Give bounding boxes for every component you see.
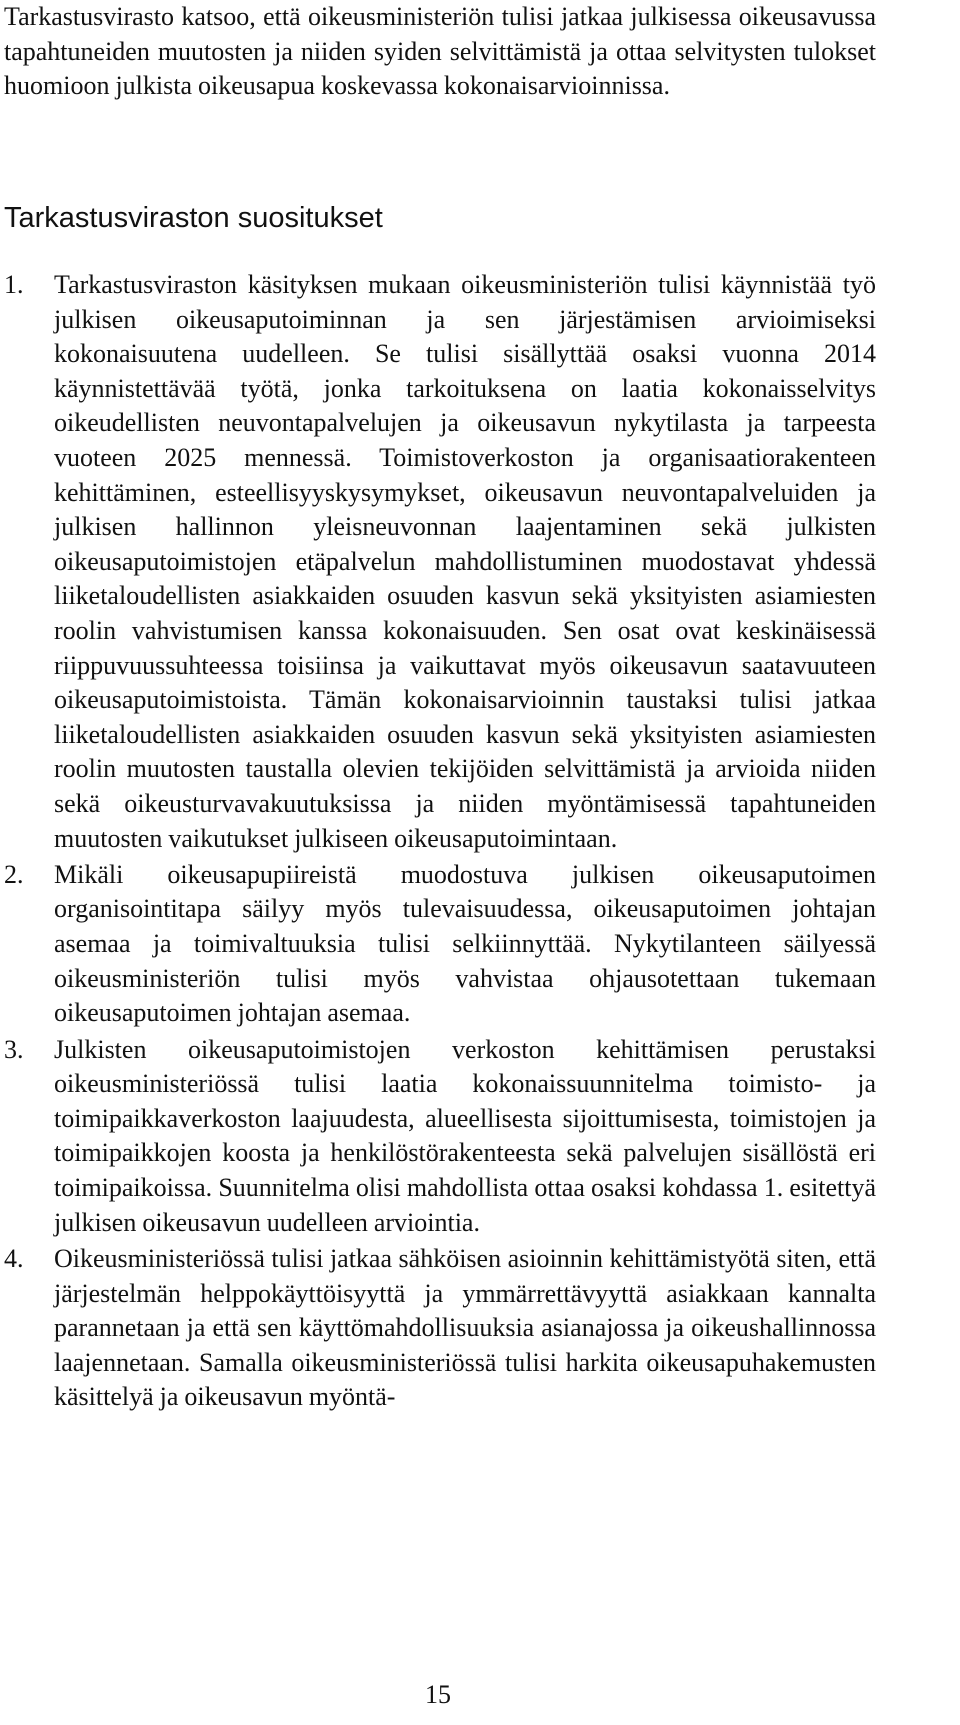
recommendation-item-2 bbox=[0, 858, 960, 1031]
recommendation-number: 4. bbox=[4, 1244, 24, 1274]
recommendation-item-3 bbox=[0, 1033, 960, 1241]
recommendation-number: 1. bbox=[4, 270, 24, 299]
page-number: 15 bbox=[425, 1680, 451, 1709]
recommendation-item-4 bbox=[0, 1242, 960, 1415]
recommendation-item-1 bbox=[0, 268, 960, 856]
recommendation-number: 2. bbox=[4, 859, 24, 889]
recommendation-text: Mikäli oikeusapupiireistä muodostuva julkisen oikeusaputoimen organisointitapa säilyy myös tulevaisuudessa, oikeusaputoimen johtajan asemaa ja toimivaltuuksia tulisi selkiinnyttää. Nykytilanteen säilyessä oikeusministeriön tulisi myös vahvistaa ohjausotettaan tukemaan oikeusaputoimen johtajan asemaa. bbox=[54, 859, 876, 1028]
recommendation-text: Tarkastusviraston käsityksen mukaan oikeusministeriön tulisi käynnistää työ julkisen oikeusaputoiminnan ja sen järjestämisen arvioimiseksi kokonaisuutena uudelleen. Se tulisi sisällyttää osaksi vuonna 2014 käynnistettävää työtä, jonka tarkoituksena on laatia kokonaisselvitys oikeudellisten neuvontapalvelujen ja oikeusavun nykytilasta ja tarpeesta vuoteen 2025 mennessä. Toimistoverkoston ja organisaatiorakenteen kehittäminen, esteellisyyskysymykset, oikeusavun neuvontapalveluiden ja julkisen hallinnon yleisneuvonnan laajentaminen sekä julkisten oikeusaputoimistojen etäpalvelun mahdollistuminen muodostavat yhdessä liiketaloudellisten asiakkaiden osuuden kasvun sekä yksityisten asiamiesten roolin vahvistumisen kanssa kokonaisuuden. Sen osat ovat keskinäisessä riippuvuussuhteessa toisiinsa ja vaikuttavat myös oikeusavun saatavuuteen oikeusaputoimistoista. Tämän kokonaisarvioinnin taustaksi tulisi jatkaa liiketaloudellisten asiakkaiden osuuden kasvun sekä yksityisten asiamiesten roolin muutosten taustalla olevien tekijöiden selvittämistä ja arvioida niiden sekä oikeusturvavakuutuksissa ja niiden myöntämisessä tapahtuneiden muutosten vaikutukset julkiseen oikeusaputoimintaan. bbox=[54, 270, 876, 853]
intro-paragraph: Tarkastusvirasto katsoo, että oikeusministeriön tulisi jatkaa julkisessa oikeusavussa tapahtuneiden muutosten ja niiden syiden selvittämistä ja ottaa selvitysten tulokset huomioon julkista oikeusapua koskevassa kokonaisarvioinnissa. bbox=[4, 2, 876, 101]
recommendation-text: Oikeusministeriössä tulisi jatkaa sähköisen asioinnin kehittämistyötä siten, että järjestelmän helppokäyttöisyyttä ja ymmärrettävyyttä asiakkaan kannalta parannetaan ja että sen käyttömahdollisuuksia asianajossa ja oikeushallinnossa laajennetaan. Samalla oikeusministeriössä tulisi harkita oikeusapuhakemusten käsittelyä ja oikeusavun myöntä- bbox=[54, 1244, 876, 1412]
section-heading: Tarkastusviraston suositukset bbox=[4, 202, 383, 234]
recommendations-list bbox=[0, 268, 960, 1417]
recommendation-number: 3. bbox=[4, 1034, 24, 1064]
recommendation-text: Julkisten oikeusaputoimistojen verkoston kehittämisen perustaksi oikeusministeriössä tulisi laatia kokonaissuunnitelma toimisto- ja toimipaikkaverkoston laajuudesta, alueellisesta sijoittumisesta, toimistojen ja toimipaikkojen koosta ja henkilöstörakenteesta sekä palvelujen sisällöstä eri toimipaikoissa. Suunnitelma olisi mahdollista ottaa osaksi kohdassa 1. esitettyä julkisen oikeusavun uudelleen arviointia. bbox=[54, 1034, 876, 1237]
